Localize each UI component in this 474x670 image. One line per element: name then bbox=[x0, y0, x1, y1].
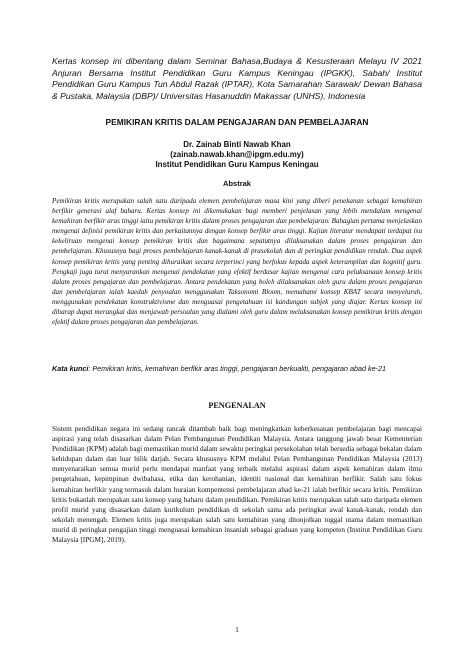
section-heading: PENGENALAN bbox=[208, 401, 266, 410]
keywords-label: Kata kunci bbox=[52, 364, 89, 373]
abstract-heading: Abstrak bbox=[223, 179, 251, 188]
author-affiliation: Institut Pendidikan Guru Kampus Keningau bbox=[155, 160, 319, 169]
author-email[interactable]: (zainab.nawab.khan@ipgm.edu.my) bbox=[170, 150, 304, 159]
author-name: Dr. Zainab Binti Nawab Khan bbox=[183, 140, 291, 149]
body-paragraph: Sistem pendidikan negara ini sedang rancak ditambah baik bagi meningkatkan keberkesanan pembelajaran bagi mencapai aspirasi yang telah disasarkan dalam Pelan Pembangunan Pendidikan Malaysia. Antara tanggung jawab besar Kementerian Pendidikan (KPM) adalah bagi memastikan murid dalam sewaktu peringkat persekolahan telah bersedia sebagai bekalan dalam kehidupan dalam dan luar bilik darjah. Secara khususnya KPM melalui Pelan Pembangunan Pendidikan Malaysia (2013) menyenaraikan semua murid perlu mendapat manfaat yang terbaik melalui aspirasi dalam aspek kemahiran dalam ilmu pengetahuan, kepimpinan dwibahasa, etika dan kerohanian, identiti nasional dan kemahiran berfikir. Salah satu fokus kemahiran berfikir yang termasuk dalam huraian kompentensi pembelajaran abad ke-21 ialah berfikir secara kritis. Pemikiran kritis bukanlah merupakan satu konsep yang baharu dalam pendidikan. Pemikiran kritis merupakan salah satu daripada elemen profil murid yang disasarkan dalam kurikulum pendidikan di sekolah sama ada peringkat awal kanak-kanak, rendah dan sekolah menengah. Elemen kritis juga merupakan salah satu kemahiran yang ditonjolkan tuggal utama dalam memastikan murid di peringkat pengajian tinggi menguasai kemahiran insaniah sebagai graduan yang kompeten (Institut Pendidikan Guru Malaysia [IPGM], 2019). bbox=[52, 425, 422, 545]
author-block bbox=[52, 140, 422, 170]
paper-title: PEMIKIRAN KRITIS DALAM PENGAJARAN DAN PEMBELAJARAN bbox=[105, 117, 369, 127]
conference-note: Kertas konsep ini dibentang dalam Seminar Bahasa,Budaya & Kesusteraan Melayu IV 2021 Anjuran Bersama Institut Pendidikan Guru Kampus Keningau (IPGKK), Sabah/ Institut Pendidikan Guru Kampus Tun Abdul Razak (IPTAR), Kota Samarahan Sarawak/ Dewan Bahasa & Pustaka, Malaysia (DBP)/ Universitas Hasanuddin Makassar (UNHS), Indonesia bbox=[52, 56, 422, 101]
keywords bbox=[52, 364, 422, 374]
keywords-text: : Pemikiran kritis, kemahiran berfikir aras tinggi, pengajaran berkualiti, pengajaran abad ke-21 bbox=[88, 364, 386, 373]
page-number: 1 bbox=[235, 625, 239, 634]
abstract-text: Pemikiran kritis merupakan salah satu daripada elemen pembelajaran masa kini yang diberi penekanan sebagai kemahiran berfikir generasi alaf baharu. Kertas konsep ini dikemukakan bagi memberi penjelasan yang lebih mendalam mengenai kemahiran berfikir aras tinggi iaitu pemikiran kritis dalam proses pengajaran dan pembelajaran. Bahagian pertama menjelaskan mengenai definisi pemikiran kritis dan perkaitannya dengan konsep berfikir aras tinggi. Kajian literatur mendapati terdapat isu kekeliruan mengenai konsep pemikiran kritis dan bagaimana sepatutnya dilaksanakan dalam proses pengajaran dan pembelajaran. Khususnya bagi proses pembelajaran kanak-kanak di prasekolah dan di peringkat pendidikan rendah. Dua aspek konsep pemikiran kritis yang penting dihuraikan secara terperinci yang berfokus kepada aspek keterampilan dan kognitif guru. Pengkaji juga turut menyarankan mengenai pendekatan yang efektif berdasar kajian mengenai cara pelaksanaan konsep kritis dalam proses pengajaran dan pembelajaran. Antara pendekatan yang boleh dilaksanakan oleh guru dalam proses pengajaran dan pembelajaran ialah kaedah penyoalan menggunakan Taksonomi Bloom, memahami konsep KBAT secara menyeluruh, menggunakan pendekatan konstruktivisme dan menguasai pengetahuan isi kandungan subjek yang diajar. Kertas konsep ini diharap dapat merangkai dan menjawab persoalan yang dialami oleh guru dalam melaksanakan konsep pemikiran kritis dengan efektif dalam proses pengajaran dan pembelajaran. bbox=[52, 197, 422, 327]
